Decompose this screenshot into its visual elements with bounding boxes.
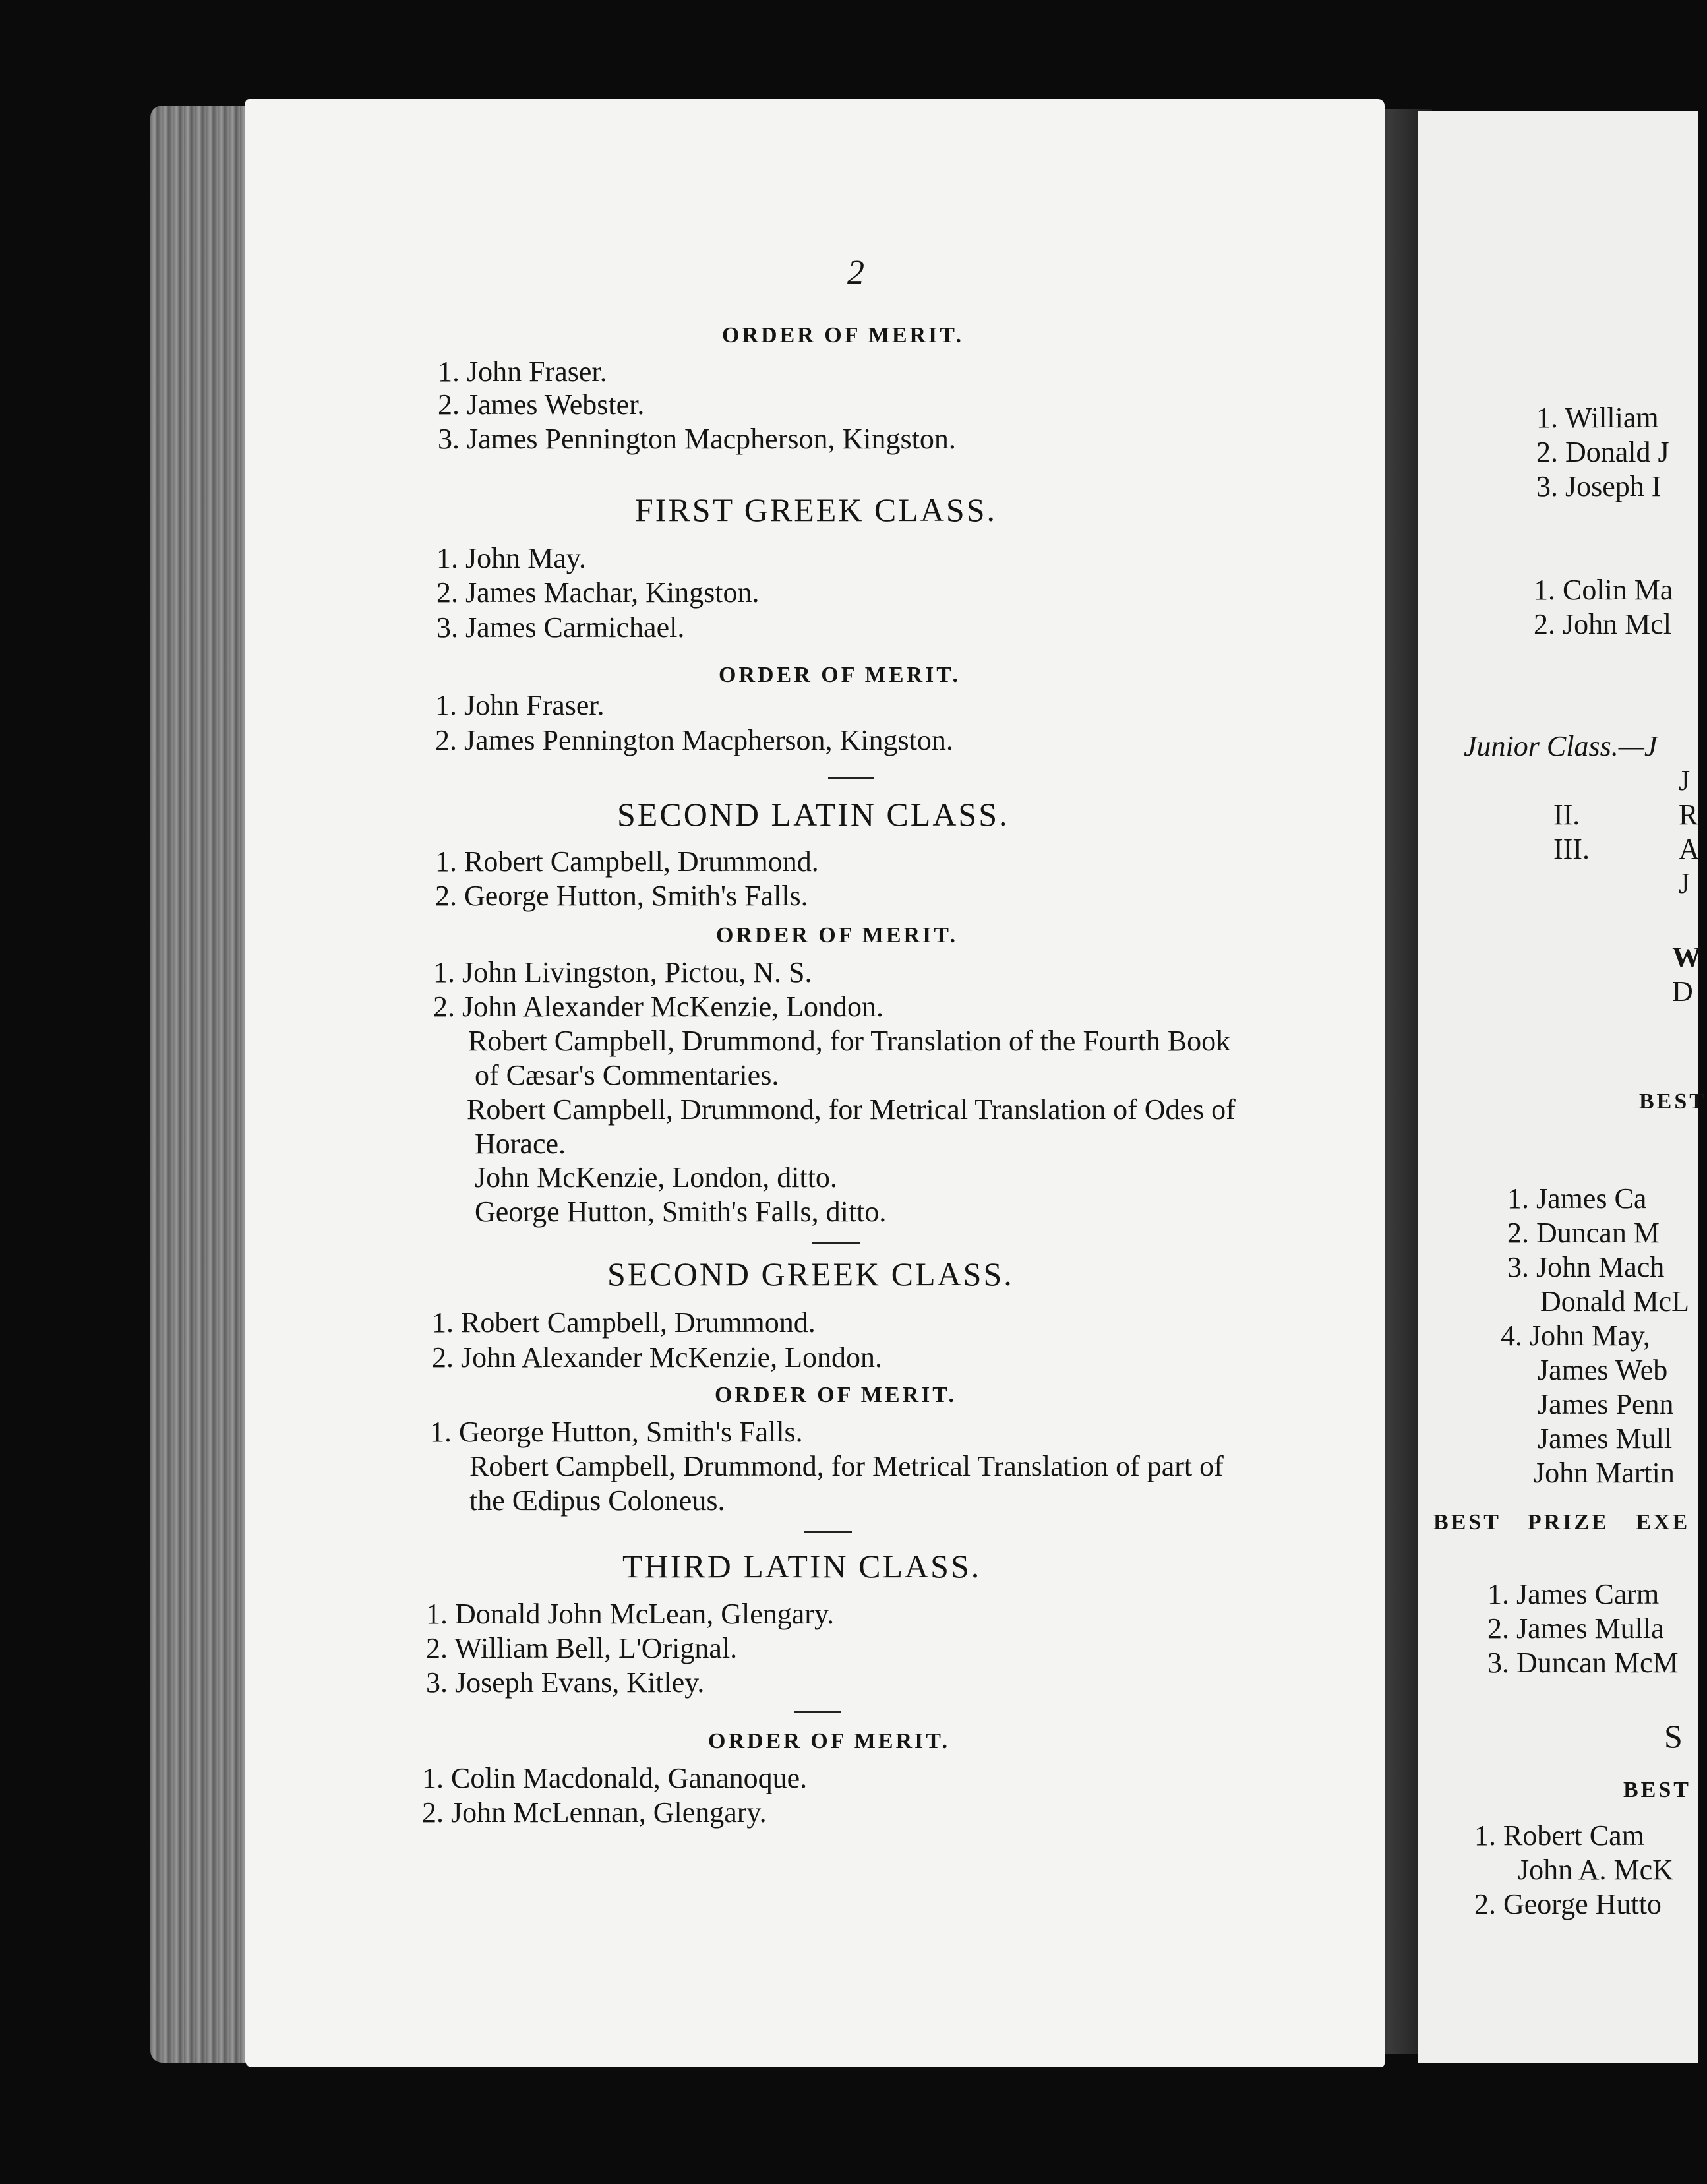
list-item: J — [1679, 867, 1691, 899]
divider — [828, 777, 874, 779]
list-item: John McKenzie, London, ditto. — [475, 1161, 837, 1194]
list-item: III. — [1553, 833, 1590, 865]
list-item: 1. James Carm — [1487, 1578, 1660, 1610]
list-item: James Penn — [1538, 1388, 1674, 1420]
section-heading: ORDER OF MERIT. — [716, 923, 958, 948]
list-item: James Web — [1538, 1354, 1668, 1386]
divider — [812, 1242, 860, 1244]
list-item: Robert Campbell, Drummond, for Translation of the Fourth Book — [468, 1025, 1231, 1057]
section-heading: BEST PRIZE EXE — [1433, 1510, 1691, 1534]
list-item: II. — [1553, 799, 1580, 831]
list-item: 3. Duncan McM — [1487, 1647, 1679, 1679]
list-item: A — [1679, 833, 1700, 865]
left-page — [245, 99, 1385, 2067]
list-item: Junior Class.—J — [1464, 730, 1658, 762]
list-item: 2. John Alexander McKenzie, London. — [433, 990, 884, 1023]
list-item: George Hutton, Smith's Falls, ditto. — [475, 1196, 887, 1228]
list-item: 1. John Livingston, Pictou, N. S. — [433, 956, 812, 988]
list-item: 1. John Fraser. — [438, 355, 607, 388]
list-item: 2. Donald J — [1536, 436, 1669, 468]
list-item: 2. James Machar, Kingston. — [436, 576, 760, 609]
list-item: 1. Colin Macdonald, Gananoque. — [422, 1762, 808, 1794]
list-item: 1. George Hutton, Smith's Falls. — [430, 1416, 803, 1448]
list-item: 2. James Webster. — [438, 388, 645, 421]
section-heading: BEST — [1639, 1089, 1707, 1114]
list-item: W — [1672, 941, 1701, 973]
section-heading: BEST — [1623, 1778, 1691, 1802]
list-item: of Cæsar's Commentaries. — [475, 1059, 779, 1091]
page-number: 2 — [847, 254, 864, 291]
list-item: Robert Campbell, Drummond, for Metrical Translation of Odes of — [467, 1093, 1236, 1126]
list-item: 1. Donald John McLean, Glengary. — [426, 1598, 835, 1630]
list-item: 1. Robert Cam — [1474, 1819, 1644, 1852]
list-item: 4. John May, — [1501, 1320, 1650, 1352]
list-item: 1. John May. — [436, 542, 586, 574]
list-item: Donald McL — [1540, 1285, 1690, 1318]
list-item: 1. Robert Campbell, Drummond. — [432, 1306, 816, 1339]
list-item: 1. Colin Ma — [1534, 574, 1673, 606]
list-item: the Œdipus Coloneus. — [469, 1484, 725, 1517]
class-heading: SECOND GREEK CLASS. — [607, 1256, 1014, 1292]
list-item: 2. William Bell, L'Orignal. — [426, 1632, 738, 1664]
list-item: Horace. — [475, 1128, 566, 1160]
list-item: John A. McK — [1518, 1854, 1673, 1886]
list-item: 2. George Hutto — [1474, 1888, 1662, 1920]
list-item: 2. James Mulla — [1487, 1612, 1664, 1645]
list-item: D — [1672, 975, 1693, 1008]
list-item: John Martin — [1534, 1457, 1675, 1489]
list-item: 2. James Pennington Macpherson, Kingston. — [435, 724, 953, 756]
list-item: 3. James Pennington Macpherson, Kingston. — [438, 423, 956, 455]
class-heading: THIRD LATIN CLASS. — [622, 1548, 982, 1585]
list-item: 1. James Ca — [1507, 1182, 1647, 1215]
page-edge — [150, 106, 256, 2063]
list-item: 3. Joseph Evans, Kitley. — [426, 1666, 705, 1699]
list-item: 2. George Hutton, Smith's Falls. — [435, 880, 808, 912]
list-item: J — [1679, 764, 1691, 797]
list-item: 3. John Mach — [1507, 1251, 1665, 1283]
divider — [794, 1711, 841, 1713]
list-item: 2. John McLennan, Glengary. — [422, 1796, 767, 1829]
class-heading: FIRST GREEK CLASS. — [635, 491, 998, 528]
class-heading: SECOND LATIN CLASS. — [617, 796, 1009, 833]
list-item: Robert Campbell, Drummond, for Metrical Translation of part of — [469, 1450, 1224, 1482]
list-item: 2. John Alexander McKenzie, London. — [432, 1341, 883, 1374]
list-item: 1. Robert Campbell, Drummond. — [435, 845, 819, 878]
divider — [804, 1531, 852, 1533]
section-heading: ORDER OF MERIT. — [722, 323, 964, 348]
list-item: 2. John Mcl — [1534, 608, 1671, 640]
list-item: 3. Joseph I — [1536, 470, 1662, 502]
list-item: R — [1679, 799, 1698, 831]
list-item: 2. Duncan M — [1507, 1217, 1660, 1249]
list-item: 1. John Fraser. — [435, 689, 605, 721]
list-item: James Mull — [1538, 1422, 1673, 1455]
section-heading: ORDER OF MERIT. — [715, 1383, 957, 1407]
list-item: 1. William — [1536, 402, 1659, 434]
list-item: 3. James Carmichael. — [436, 611, 685, 644]
section-heading: ORDER OF MERIT. — [708, 1729, 950, 1753]
right-page — [1418, 111, 1707, 2063]
class-heading: S — [1664, 1718, 1685, 1755]
section-heading: ORDER OF MERIT. — [719, 663, 961, 687]
